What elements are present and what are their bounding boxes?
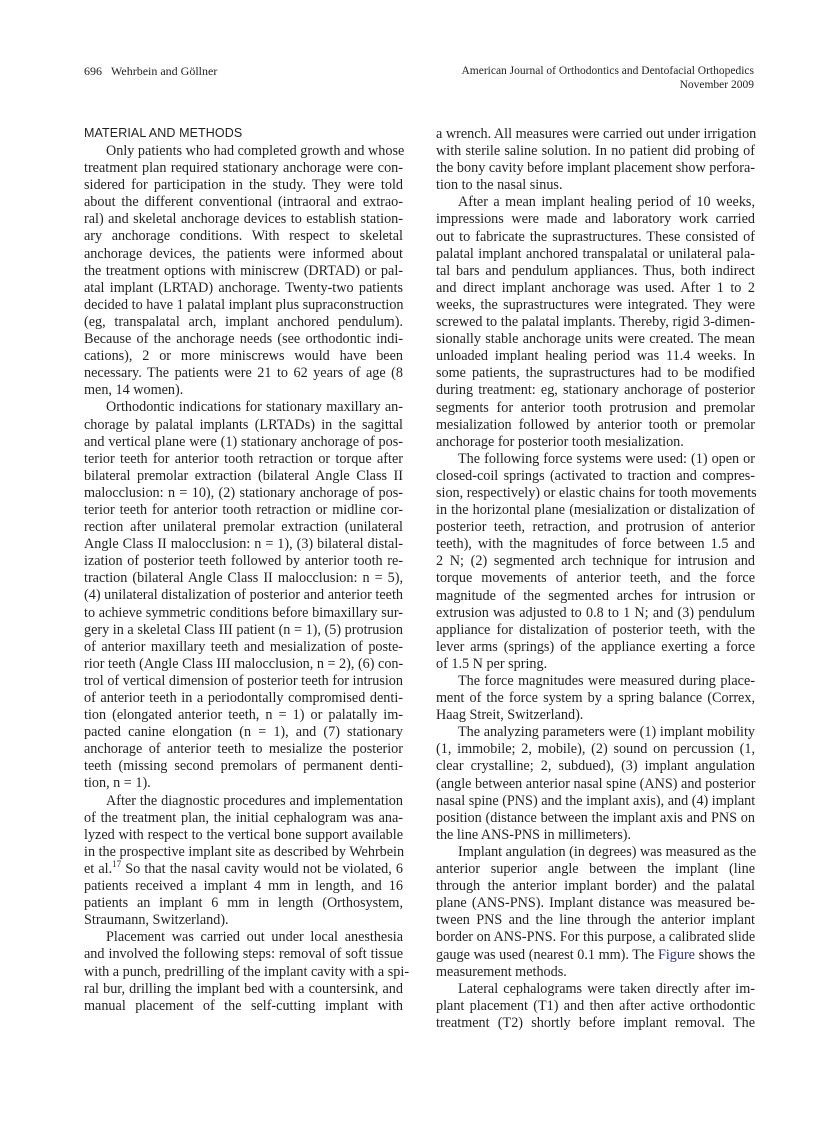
- text-line: the treatment options with miniscrew (DRTAD) or pal-: [84, 262, 403, 279]
- text-line: patients received a implant 4 mm in length, and 16: [84, 878, 403, 895]
- text-line: atal implant (LRTAD) anchorage. Twenty-two patients: [84, 279, 403, 296]
- text-line: during treatment: eg, stationary anchorage of posterior: [436, 382, 755, 399]
- text-line: trol of vertical dimension of posterior teeth for intrusion: [84, 672, 403, 689]
- text-line: (angle between anterior nasal spine (ANS) and posterior: [436, 775, 756, 792]
- text-line: appliance for distalization of posterior teeth, with the: [436, 621, 755, 638]
- text-line: sion, respectively) or elastic chains for tooth movements: [436, 484, 757, 501]
- text-line: of 1.5 N per spring.: [436, 655, 548, 672]
- text-line: tal bars and pendulum appliances. Thus, both indirect: [436, 262, 755, 279]
- text-line: (eg, transpalatal arch, implant anchored pendulum).: [84, 313, 403, 330]
- text-line: Because of the anchorage needs (see orthodontic indi-: [84, 331, 403, 348]
- text-line: bilateral premolar extraction (bilateral Angle Class II: [84, 467, 403, 484]
- citation-superscript[interactable]: 17: [112, 858, 122, 869]
- text-line: with sterile saline solution. In no patient did probing of: [436, 143, 755, 160]
- text-line: Lateral cephalograms were taken directly after im-: [458, 980, 755, 997]
- text-line: Haag Streit, Switzerland).: [436, 707, 584, 724]
- text-line: unloaded implant healing period was 11.4 weeks. In: [436, 348, 755, 365]
- text-line: pacted canine elongation (n = 1), and (7) stationary: [84, 724, 403, 741]
- text-line: decided to have 1 palatal implant plus supraconstruction: [84, 296, 404, 313]
- text-line: mesialization followed by anterior tooth or premolar: [436, 416, 755, 433]
- text-line: nasal spine (PNS) and the implant axis), and (4) implant: [436, 792, 756, 809]
- text-line: The analyzing parameters were (1) implant mobility: [458, 724, 755, 741]
- text-line: impressions were made and laboratory work carried: [436, 211, 755, 228]
- text-line: palatal implant anchored transpalatal or unilateral pala-: [436, 245, 755, 262]
- text-line: necessary. The patients were 21 to 62 years of age (8: [84, 365, 403, 382]
- text-line: Orthodontic indications for stationary maxillary an-: [106, 399, 403, 416]
- text-line: ral bur, drilling the implant bed with a countersink, and: [84, 980, 403, 997]
- text-line: posterior teeth, retraction, and protrusion of anterior: [436, 519, 755, 536]
- text-line: Angle Class II malocclusion: n = 1), (3) bilateral distal-: [84, 536, 403, 553]
- text-line: anchorage devices, the patients were informed about: [84, 245, 403, 262]
- text-line: plant placement (T1) and then after active orthodontic: [436, 997, 755, 1014]
- text-line: the line ANS-PNS in millimeters).: [436, 826, 632, 843]
- text-line: ral) and skeletal anchorage devices to establish station-: [84, 211, 403, 228]
- running-header-right: [461, 64, 754, 92]
- text-line: to achieve symmetric conditions before bimaxillary sur-: [84, 604, 403, 621]
- text-line: terior teeth for anterior tooth retraction or torque after: [84, 450, 403, 467]
- text-line: Straumann, Switzerland).: [84, 912, 229, 929]
- text-line: of the treatment plan, the initial cephalogram was ana-: [84, 809, 403, 826]
- text-line: gauge was used (nearest 0.1 mm). The Figure shows the: [436, 946, 755, 963]
- text-line: torque movements of anterior teeth, and the force: [436, 570, 755, 587]
- text-line: lever arms (springs) of the appliance exerting a force: [436, 638, 755, 655]
- text-line: (1, immobile; 2, mobile), (2) sound on percussion (1,: [436, 741, 755, 758]
- left-text-column: [84, 143, 410, 1015]
- text-line: tween PNS and the line through the anterior implant: [436, 912, 755, 929]
- text-line: tion, n = 1).: [84, 775, 151, 792]
- text-line: some patients, the suprastructures had to be modified: [436, 365, 755, 382]
- text-line: sidered for participation in the study. They were told: [84, 177, 403, 194]
- page-number: 696: [84, 64, 102, 78]
- text-line: weeks, the suprastructures were integrated. They were: [436, 296, 755, 313]
- text-line: of anterior maxillary teeth and mesialization of poste-: [84, 638, 403, 655]
- text-line: anchorage of anterior teeth to mesialize the posterior: [84, 741, 403, 758]
- text-line: extrusion was adjusted to 0.8 to 1 N; and (3) pendulum: [436, 604, 755, 621]
- text-line: position (distance between the implant axis and PNS on: [436, 809, 755, 826]
- text-line: Implant angulation (in degrees) was measured as the: [458, 843, 757, 860]
- figure-link[interactable]: Figure: [657, 946, 695, 963]
- text-line: anchorage for posterior tooth mesialization.: [436, 433, 684, 450]
- text-line: The force magnitudes were measured during place-: [458, 673, 755, 689]
- text-line: patients an implant 6 mm in length (Orthosystem,: [84, 895, 403, 912]
- text-line: a wrench. All measures were carried out under irrigation: [436, 126, 757, 142]
- text-line: ment of the force system by a spring balance (Correx,: [436, 690, 755, 707]
- text-line: After the diagnostic procedures and implementation: [106, 792, 403, 809]
- text-line: After a mean implant healing period of 10 weeks,: [458, 194, 755, 211]
- issue-date: November 2009: [679, 79, 754, 91]
- text-line: cations), 2 or more miniscrews would have been: [84, 348, 403, 365]
- text-line: sionally stable anchorage units were created. The mean: [436, 331, 755, 348]
- text-line: rior teeth (Angle Class III malocclusion, n = 2), (6) con-: [84, 655, 404, 672]
- text-line: border on ANS-PNS. For this purpose, a calibrated slide: [436, 929, 756, 946]
- text-line: closed-coil springs (activated to traction and compres-: [436, 467, 755, 484]
- text-line: with a punch, predrilling of the implant cavity with a spi-: [84, 963, 410, 980]
- text-line: manual placement of the self-cutting implant with: [84, 997, 403, 1014]
- text-line: and direct implant anchorage was used. After 1 to 2: [436, 279, 755, 296]
- journal-title: American Journal of Orthodontics and Dentofacial Orthopedics: [461, 65, 754, 77]
- text-line: (4) unilateral distalization of posterior and anterior teeth: [84, 587, 403, 604]
- text-line: rection after unilateral premolar extraction (unilateral: [84, 519, 403, 536]
- text-line: et al.$^{17}$ So that the nasal cavity would not be violated, 6: [84, 858, 403, 877]
- text-line: teeth), with the magnitudes of force between 1.5 and: [436, 536, 755, 553]
- text-line: measurement methods.: [436, 963, 567, 980]
- text-line: of anterior teeth in a periodontally compromised denti-: [84, 690, 403, 706]
- text-line: clear crystalline; 2, subdued), (3) implant angulation: [436, 758, 755, 775]
- text-line: chorage by palatal implants (LRTADs) in the sagittal: [84, 416, 403, 433]
- text-line: segments for anterior tooth protrusion and premolar: [436, 399, 755, 416]
- section-heading: MATERIAL AND METHODS: [84, 126, 243, 140]
- text-line: in the horizontal plane (mesialization or distalization of: [436, 502, 755, 519]
- text-line: teeth (missing second premolars of permanent denti-: [84, 758, 403, 775]
- text-line: tion (elongated anterior teeth, n = 1) or palatally im-: [84, 707, 403, 724]
- text-line: and involved the following steps: removal of soft tissue: [84, 946, 403, 963]
- text-line: terior teeth for anterior tooth retraction or midline cor-: [84, 501, 403, 518]
- text-line: malocclusion: n = 10), (2) stationary anchorage of pos-: [84, 484, 403, 501]
- text-line: treatment (T2) shortly before implant removal. The: [436, 1014, 755, 1031]
- text-line: ary anchorage conditions. With respect to skeletal: [84, 228, 403, 245]
- running-header-left: [84, 64, 217, 78]
- text-line: the bony cavity before implant placement show perfora-: [436, 160, 755, 177]
- text-line: magnitude of the segmented arches for intrusion or: [436, 587, 755, 604]
- text-line: traction (bilateral Angle Class II malocclusion: n = 5),: [84, 570, 403, 587]
- text-line: Placement was carried out under local anesthesia: [106, 929, 403, 946]
- right-text-column: [436, 126, 755, 1032]
- text-line: ization of posterior teeth followed by anterior tooth re-: [84, 553, 403, 570]
- text-line: The following force systems were used: (1) open or: [458, 450, 755, 467]
- text-line: out to fabricate the suprastructures. These consisted of: [436, 228, 755, 245]
- text-line: in the prospective implant site as described by Wehrbein: [84, 843, 405, 860]
- text-line: Only patients who had completed growth and whose: [106, 143, 405, 159]
- text-line: men, 14 women).: [84, 382, 184, 399]
- text-line: screwed to the palatal implants. Thereby, rigid 3-dimen-: [436, 314, 755, 331]
- text-line: anterior superior angle between the implant (line: [436, 861, 755, 878]
- text-line: tion to the nasal sinus.: [436, 177, 563, 194]
- text-line: gery in a skeletal Class III patient (n = 1), (5) protrusion: [84, 621, 403, 638]
- text-line: and vertical plane were (1) stationary anchorage of pos-: [84, 433, 403, 450]
- text-line: about the different conventional (intraoral and extrao-: [84, 194, 403, 211]
- text-line: lyzed with respect to the vertical bone support available: [84, 826, 403, 843]
- text-line: through the anterior implant border) and the palatal: [436, 878, 755, 895]
- running-authors: Wehrbein and Göllner: [111, 64, 218, 78]
- text-line: treatment plan required stationary anchorage were con-: [84, 160, 403, 177]
- text-line: 2 N; (2) segmented arch technique for intrusion and: [436, 553, 755, 570]
- text-line: plane (ANS-PNS). Implant distance was measured be-: [436, 895, 755, 912]
